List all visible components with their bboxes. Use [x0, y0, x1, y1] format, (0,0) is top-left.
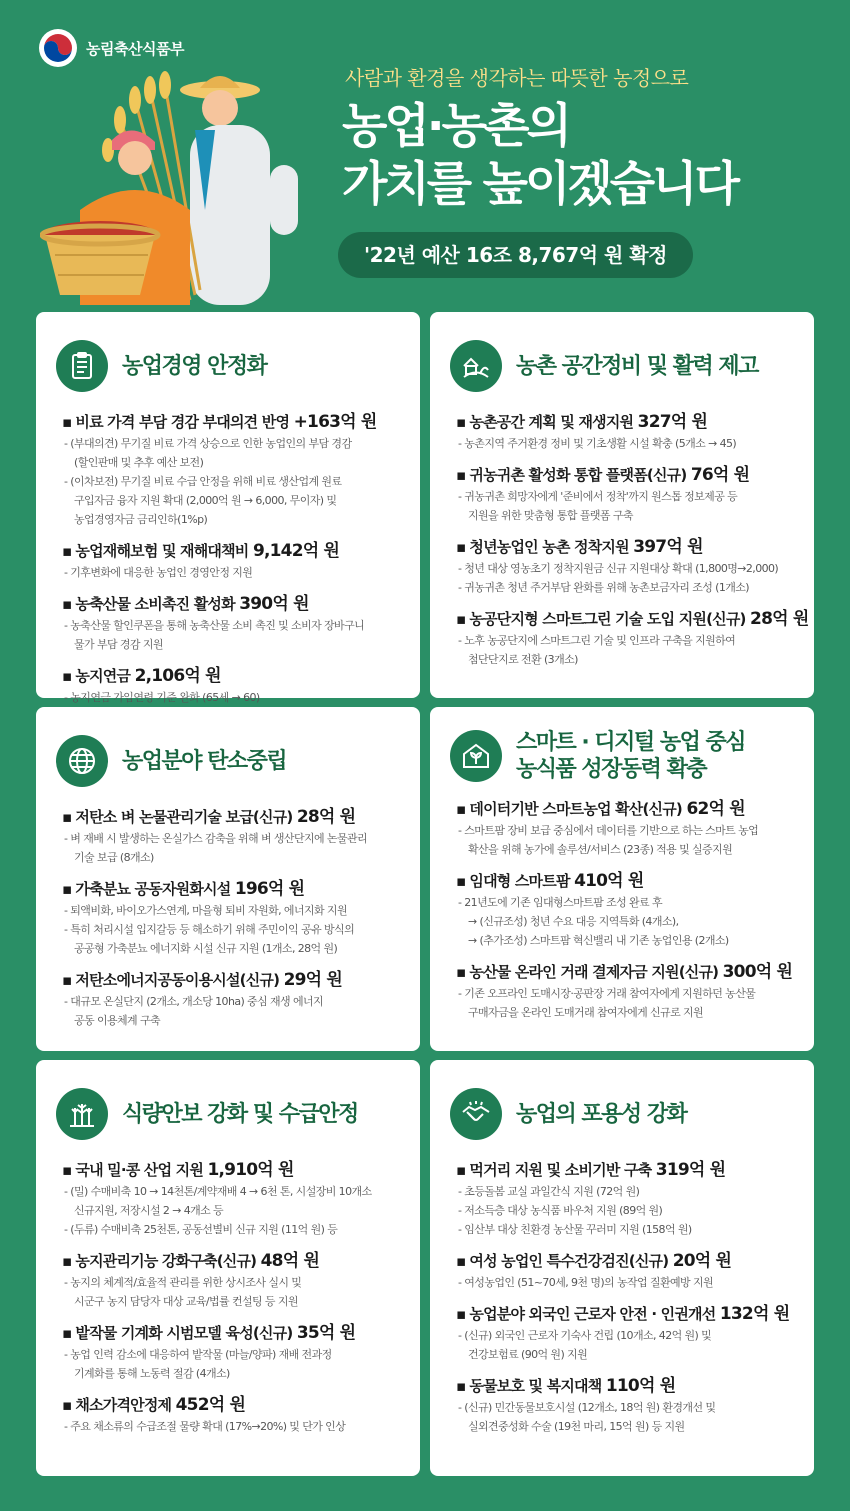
list-item: ▪ 비료 가격 부담 경감 부대의견 반영 +163억 원 - (부대의견) 무기질 비료 가격 상승으로 인한 농업인의 부담 경감 (할인판매 및 추후 예산 보전) - (이차보전) 무기질 비료 수급 안정을 위해 비료 생산업계 원료 구입자금 융자 지원 확대 (2,000억 원 → 6,000, 무이자) 및 농업경영자금 금리인하(1%p) — [62, 410, 420, 529]
ministry-logo[interactable] — [38, 28, 184, 68]
list-item: ▪ 저탄소 벼 논물관리기술 보급(신규) 28억 원 - 벼 재배 시 발생하는 온실가스 감축을 위해 벼 생산단지에 논물관리 기술 보급 (8개소) — [62, 805, 420, 867]
card-title: 농업의 포용성 강화 — [516, 1101, 687, 1127]
list-item: ▪ 밭작물 기계화 시범모델 육성(신규) 35억 원 - 농업 인력 감소에 대응하여 밭작물 (마늘/양파) 재배 전과정 기계화를 통해 노동력 절감 (4개소) — [62, 1321, 420, 1383]
card-title: 농업분야 탄소중립 — [122, 748, 287, 774]
card-title: 농업경영 안정화 — [122, 353, 267, 379]
list-item: ▪ 국내 밀·콩 산업 지원 1,910억 원 - (밀) 수매비축 10 → 14천톤/계약재배 4 → 6천 톤, 시설장비 10개소 신규지원, 저장시설 2 → 4개소 등 - (두류) 수매비축 25천톤, 공동선별비 신규 지원 (11억 원) 등 — [62, 1158, 420, 1239]
list-item: ▪ 농지관리기능 강화구축(신규) 48억 원 - 농지의 체계적/효율적 관리를 위한 상시조사 실시 및 시군구 농지 담당자 대상 교육/법률 컨설팅 등 지원 — [62, 1249, 420, 1311]
list-item: ▪ 청년농업인 농촌 정착지원 397억 원 - 청년 대상 영농초기 정착지원금 신규 지원대상 확대 (1,800명→2,000) - 귀농귀촌 청년 주거부담 완화를 위해 농촌보금자리 조성 (1개소) — [456, 535, 814, 597]
card-smart-digital-agriculture — [430, 707, 814, 1051]
card-rural-space — [430, 312, 814, 698]
list-item: ▪ 가축분뇨 공동자원화시설 196억 원 - 퇴액비화, 바이오가스연계, 마을형 퇴비 자원화, 에너지화 지원 - 특히 처리시설 입지갈등 등 해소하기 위해 주민이익 공유 방식의 공공형 가축분뇨 에너지화 시설 신규 지원 (1개소, 28억 원) — [62, 877, 420, 958]
card-carbon-neutral — [36, 707, 420, 1051]
list-item: ▪ 농촌공간 계획 및 재생지원 327억 원 - 농촌지역 주거환경 정비 및 기초생활 시설 확충 (5개소 → 45) — [456, 410, 814, 453]
list-item: ▪ 농업분야 외국인 근로자 안전 · 인권개선 132억 원 - (신규) 외국인 근로자 기숙사 건립 (10개소, 42억 원) 및 건강보험료 (90억 원) 지원 — [456, 1302, 814, 1364]
card-inclusiveness — [430, 1060, 814, 1476]
list-item: ▪ 농지연금 2,106억 원 - 농지연금 가입연령 기준 완화 (65세 → 60) — [62, 664, 420, 707]
list-item: ▪ 귀농귀촌 활성화 통합 플랫폼(신규) 76억 원 - 귀농귀촌 희망자에게 '준비에서 정착'까지 원스톱 정보제공 등 지원을 위한 맞춤형 통합 플랫폼 구축 — [456, 463, 814, 525]
list-item: ▪ 농축산물 소비촉진 활성화 390억 원 - 농축산물 할인쿠폰을 통해 농축산물 소비 촉진 및 소비자 장바구니 물가 부담 경감 지원 — [62, 592, 420, 654]
card-food-security — [36, 1060, 420, 1476]
list-item: ▪ 먹거리 지원 및 소비기반 구축 319억 원 - 초등돌봄 교실 과일간식 지원 (72억 원) - 저소득층 대상 농식품 바우처 지원 (89억 원) - 임산부 대상 친환경 농산물 꾸러미 지원 (158억 원) — [456, 1158, 814, 1239]
globe-icon — [56, 735, 108, 787]
list-item: ▪ 농산물 온라인 거래 결제자금 지원(신규) 300억 원 - 기존 오프라인 도매시장·공판장 거래 참여자에게 지원하던 농산물 구매자금을 온라인 도매거래 참여자에게 신규로 지원 — [456, 960, 814, 1022]
list-item: ▪ 농공단지형 스마트그린 기술 도입 지원(신규) 28억 원 - 노후 농공단지에 스마트그린 기술 및 인프라 구축을 지원하여 첨단단지로 전환 (3개소) — [456, 607, 814, 669]
subtitle: 사람과 환경을 생각하는 따뜻한 농정으로 — [345, 66, 689, 90]
list-item: ▪ 임대형 스마트팜 410억 원 - 21년도에 기존 임대형스마트팜 조성 완료 후 → (신규조성) 청년 수요 대응 지역특화 (4개소), → (추가조성) 스마트팜 혁신밸리 내 기존 농업인용 (2개소) — [456, 869, 814, 950]
list-item: ▪ 여성 농업인 특수건강검진(신규) 20억 원 - 여성농업인 (51~70세, 9천 명)의 농작업 질환예방 지원 — [456, 1249, 814, 1292]
card-farm-management — [36, 312, 420, 704]
taegeuk-logo-icon — [38, 28, 78, 68]
clipboard-icon — [56, 340, 108, 392]
title-line-1: 농업·농촌의 — [342, 99, 569, 154]
wheat-icon — [56, 1088, 108, 1140]
card-title: 스마트 · 디지털 농업 중심 농식품 성장동력 확충 — [516, 730, 746, 782]
handshake-icon — [450, 1088, 502, 1140]
list-item: ▪ 동물보호 및 복지대책 110억 원 - (신규) 민간동물보호시설 (12개소, 18억 원) 환경개선 및 실외견중성화 수술 (19천 마리, 15억 원) 등 지원 — [456, 1374, 814, 1436]
list-item: ▪ 채소가격안정제 452억 원 - 주요 채소류의 수급조절 물량 확대 (17%→20%) 및 단가 인상 — [62, 1393, 420, 1436]
ministry-name: 농림축산식품부 — [86, 39, 184, 58]
card-title: 식량안보 강화 및 수급안정 — [122, 1101, 358, 1127]
list-item: ▪ 데이터기반 스마트농업 확산(신규) 62억 원 - 스마트팜 장비 보급 중심에서 데이터를 기반으로 하는 스마트 농업 확산을 위해 농가에 솔루션/서비스 (23종) 적용 및 실증지원 — [456, 797, 814, 859]
village-icon — [450, 340, 502, 392]
list-item: ▪ 저탄소에너지공동이용시설(신규) 29억 원 - 대규모 온실단지 (2개소, 개소당 10ha) 중심 재생 에너지 공동 이용체계 구축 — [62, 968, 420, 1030]
header — [0, 0, 850, 310]
card-title: 농촌 공간정비 및 활력 제고 — [516, 353, 758, 379]
smart-greenhouse-icon — [450, 730, 502, 782]
title-line-2: 가치를 높이겠습니다 — [342, 157, 737, 212]
farmers-illustration — [40, 70, 330, 305]
budget-badge: '22년 예산 16조 8,767억 원 확정 — [338, 232, 693, 278]
list-item: ▪ 농업재해보험 및 재해대책비 9,142억 원 - 기후변화에 대응한 농업인 경영안정 지원 — [62, 539, 420, 582]
page-title — [342, 98, 737, 214]
